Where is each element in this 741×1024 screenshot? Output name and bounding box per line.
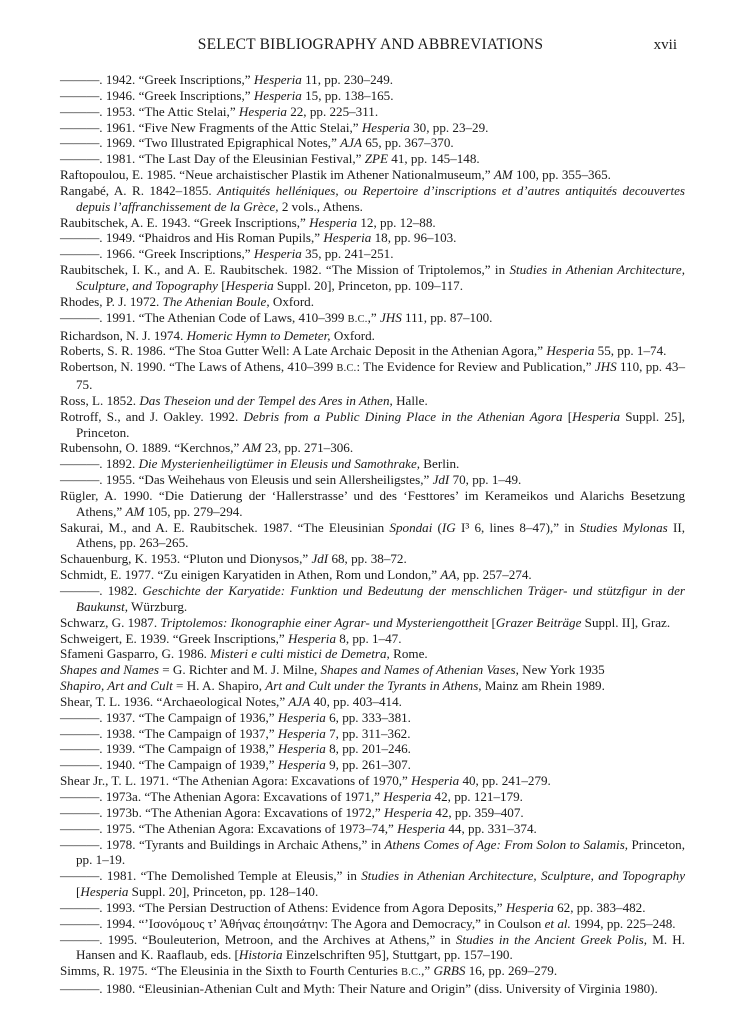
entry-text: New York 1935 [518, 662, 605, 678]
entry-text: Raubitschek, I. K., and A. E. Raubitschek. 1982. “The Mission of Triptolemos,” in [60, 262, 510, 278]
entry-text: 55, pp. 1–74. [594, 343, 667, 359]
entry-text: Suppl. 20], Princeton, pp. 128–140. [128, 884, 319, 900]
italic-title: Art and Cult [107, 678, 173, 694]
italic-title: Hesperia [361, 119, 410, 135]
entry-text: : The Evidence for Review and Publication,” [356, 359, 595, 375]
italic-title: JHS [594, 359, 617, 375]
bibliography-entry [60, 710, 685, 726]
italic-title: Hesperia [411, 773, 460, 789]
entry-text: [ [217, 277, 226, 293]
entry-text: Rangabé, A. R. 1842–1855. [60, 182, 218, 198]
entry-text: ———. 1978. “Tyrants and Buildings in Archaic Athens,” in [60, 836, 385, 852]
running-head: SELECT BIBLIOGRAPHY AND ABBREVIATIONS [197, 36, 544, 53]
entry-text: B.C. [401, 967, 422, 979]
bibliography-entry [60, 310, 685, 328]
entry-text: 2 vols., Athens. [278, 198, 363, 214]
italic-title: The Athenian Boule, [162, 293, 270, 309]
entry-text: ———. 1946. “Greek Inscriptions,” [60, 87, 254, 103]
entry-text: 41, pp. 145–148. [388, 151, 480, 167]
italic-title: Art and Cult under the Tyrants in Athens, [265, 678, 482, 694]
italic-title: Hesperia [277, 757, 326, 773]
bibliography-entry [60, 900, 685, 916]
entry-text: ———. 1937. “The Campaign of 1936,” [60, 709, 278, 725]
entry-text: Rotroff, S., and J. Oakley. 1992. [60, 408, 244, 424]
entry-text: Roberts, S. R. 1986. “The Stoa Gutter Well: A Late Archaic Deposit in the Athenian Agora,” [60, 343, 547, 359]
entry-text: 40, pp. 241–279. [459, 773, 551, 789]
italic-title: Hesperia [546, 343, 595, 359]
entry-text: I³ 6, lines 8–47),” in [455, 519, 580, 535]
entry-text: ———. 1892. [60, 456, 139, 472]
bibliography-entry [60, 104, 685, 120]
italic-title: AM [242, 440, 262, 456]
bibliography-entry [60, 805, 685, 821]
entry-text: ———. 1995. “Bouleuterion, Metroon, and the Archives at Athens,” in [60, 931, 456, 947]
italic-title: Athens Comes of Age: From Solon to Salamis, [384, 836, 629, 852]
page-header [0, 36, 741, 58]
bibliography-entry [60, 567, 685, 583]
italic-title: Hesperia [505, 899, 554, 915]
entry-text: Suppl. 20], Princeton, pp. 109–117. [273, 277, 464, 293]
italic-title: Studies Mylonas [579, 519, 668, 535]
entry-text: Simms, R. 1975. “The Eleusinia in the Sixth to Fourth Centuries [60, 963, 402, 979]
entry-text: Suppl. II], Graz. [581, 614, 671, 630]
entry-text: Shear Jr., T. L. 1971. “The Athenian Agora: Excavations of 1970,” [60, 773, 412, 789]
italic-title: JHS [379, 309, 402, 325]
bibliography-entry [60, 488, 685, 520]
entry-text: Ross, L. 1852. [60, 392, 140, 408]
entry-text: Rubensohn, O. 1889. “Kerchnos,” [60, 440, 243, 456]
italic-title: Hesperia [323, 230, 372, 246]
bibliography-entry [60, 151, 685, 167]
entry-text: 23, pp. 271–306. [261, 440, 354, 456]
bibliography-entry [60, 72, 685, 88]
bibliography-entry [60, 662, 685, 678]
italic-title: AM [493, 167, 513, 183]
entry-text: Schweigert, E. 1939. “Greek Inscriptions,” [60, 630, 288, 646]
entry-text: Sfameni Gasparro, G. 1986. [60, 646, 211, 662]
entry-text: ———. 1938. “The Campaign of 1937,” [60, 725, 278, 741]
entry-text: 70, pp. 1–49. [449, 472, 522, 488]
italic-title: Studies in Athenian Architecture, Sculpture, and Topography [361, 868, 685, 884]
italic-title: Homeric Hymn to Demeter, [186, 327, 331, 343]
italic-title: Grazer Beiträge [495, 614, 582, 630]
italic-title: Shapes and Names [60, 662, 159, 678]
entry-text: 111, pp. 87–100. [401, 309, 493, 325]
italic-title: AA, [440, 567, 460, 583]
bibliography-entry [60, 230, 685, 246]
bibliography-entry [60, 120, 685, 136]
bibliography-entry [60, 440, 685, 456]
entry-text: Rhodes, P. J. 1972. [60, 293, 163, 309]
italic-title: JdI [311, 551, 329, 567]
italic-title: Hesperia [277, 741, 326, 757]
italic-title: Hesperia [253, 246, 302, 262]
entry-text: Oxford. [330, 327, 375, 343]
entry-text: [ [76, 884, 81, 900]
italic-title: et al. [544, 915, 571, 931]
italic-title: Hesperia [277, 709, 326, 725]
bibliography-entry [60, 359, 685, 393]
italic-title: Geschichte der Karyatide: Funktion und Bedeutung der menschlichen Träger- und stützfigur in der Baukunst, [76, 583, 685, 614]
entry-text: 7, pp. 311–362. [325, 725, 411, 741]
entry-text: ———. 1994. “’Ισονόμους τ’ Ἀθήνας ἐποιησάτην: The Agora and Democracy,” in Coulson [60, 915, 545, 931]
entry-text: Halle. [392, 392, 428, 408]
bibliography-list [60, 72, 685, 997]
bibliography-entry [60, 135, 685, 151]
page-number: xvii [653, 37, 677, 53]
entry-text: ———. 1961. “Five New Fragments of the Attic Stelai,” [60, 119, 362, 135]
italic-title: Hesperia [253, 87, 302, 103]
bibliography-entry [60, 262, 685, 294]
bibliography-entry [60, 551, 685, 567]
entry-text: 11, pp. 230–249. [301, 72, 394, 87]
entry-text: Sakurai, M., and A. E. Raubitschek. 1987. “The Eleusinian [60, 519, 390, 535]
entry-text: 62, pp. 383–482. [553, 899, 646, 915]
bibliography-entry [60, 472, 685, 488]
entry-text: ———. 1993. “The Persian Destruction of Athens: Evidence from Agora Deposits,” [60, 899, 506, 915]
bibliography-entry [60, 328, 685, 344]
entry-text: 15, pp. 138–165. [301, 87, 394, 103]
entry-text: ———. 1981. “The Last Day of the Eleusinian Festival,” [60, 151, 365, 167]
entry-text: Schmidt, E. 1977. “Zu einigen Karyatiden in Athen, Rom und London,” [60, 567, 441, 583]
italic-title: Hesperia [238, 103, 287, 119]
entry-text: 18, pp. 96–103. [371, 230, 457, 246]
bibliography-entry [60, 583, 685, 615]
entry-text: = G. Richter and M. J. Milne, [158, 662, 321, 678]
bibliography-entry [60, 981, 685, 997]
bibliography-entry [60, 631, 685, 647]
entry-text: B.C. [347, 313, 368, 325]
italic-title: Hesperia [225, 277, 274, 293]
entry-text: ———. 1980. “Eleusinian-Athenian Cult and Myth: Their Nature and Origin” (diss. University of Virginia 1980). [60, 981, 658, 997]
entry-text: ———. 1973b. “The Athenian Agora: Excavations of 1972,” [60, 804, 384, 820]
italic-title: Hesperia [572, 408, 621, 424]
italic-title: Antiquités helléniques, ou Repertoire d’inscriptions et d’autres antiquités decouvertes depuis l’affranchissement de la Grèce, [76, 182, 685, 214]
entry-text: ———. 1973a. “The Athenian Agora: Excavations of 1971,” [60, 788, 384, 804]
bibliography-entry [60, 615, 685, 631]
bibliography-entry [60, 88, 685, 104]
entry-text: Raftopoulou, E. 1985. “Neue archaistischer Plastik im Athener Nationalmuseum,” [60, 167, 494, 183]
bibliography-entry [60, 821, 685, 837]
italic-title: AJA [340, 135, 362, 151]
entry-text: ———. 1953. “The Attic Stelai,” [60, 103, 239, 119]
entry-text: 68, pp. 38–72. [328, 551, 407, 567]
italic-title: Shapiro, [60, 678, 108, 694]
entry-text: ( [432, 519, 442, 535]
italic-title: ZPE [364, 151, 389, 167]
entry-text: Berlin. [420, 456, 460, 472]
bibliography-entry [60, 868, 685, 900]
entry-text: 12, pp. 12–88. [357, 214, 436, 230]
entry-text: ,” [367, 309, 380, 325]
italic-title: Debris from a Public Dining Place in the Athenian Agora [243, 408, 563, 424]
entry-text: 65, pp. 367–370. [361, 135, 454, 151]
italic-title: Studies in the Ancient Greek Polis, [455, 931, 648, 947]
entry-text: Princeton, pp. 1–19. [76, 836, 685, 868]
italic-title: Historia [238, 947, 283, 963]
italic-title: Hesperia [384, 804, 433, 820]
italic-title: JdI [432, 472, 450, 488]
entry-text: Shear, T. L. 1936. “Archaeological Notes,” [60, 693, 289, 709]
entry-text: II, Athens, pp. 263–265. [76, 519, 685, 551]
entry-text: Rome. [389, 646, 428, 662]
bibliography-entry [60, 520, 685, 552]
bibliography-entry [60, 294, 685, 310]
entry-text: = H. A. Shapiro, [172, 678, 266, 694]
italic-title: Studies in Athenian Architecture, Sculpture, and Topography [76, 262, 685, 293]
entry-text: [ [488, 614, 496, 630]
bibliography-entry [60, 167, 685, 183]
italic-title: Misteri e culti mistici de Demetra, [210, 646, 390, 662]
bibliography-entry [60, 246, 685, 262]
entry-text: 42, pp. 359–407. [432, 804, 524, 820]
entry-text: Würzburg. [128, 598, 188, 614]
bibliography-entry [60, 916, 685, 932]
entry-text: Rügler, A. 1990. “Die Datierung der ‘Hallerstrasse’ und des ‘Festtores’ im Kerameikos und Alarichs Besetzung Athens,” [60, 487, 685, 519]
entry-text: Einzelschriften 95], Stuttgart, pp. 157–190. [282, 947, 513, 963]
entry-text: ———. 1975. “The Athenian Agora: Excavations of 1973–74,” [60, 820, 398, 836]
entry-text: 8, pp. 201–246. [325, 741, 411, 757]
bibliography-entry [60, 789, 685, 805]
entry-text: Schauenburg, K. 1953. “Pluton und Dionysos,” [60, 551, 312, 567]
entry-text: ———. 1969. “Two Illustrated Epigraphical Notes,” [60, 135, 341, 151]
entry-text: Suppl. 25], Princeton. [76, 408, 686, 440]
bibliography-entry [60, 694, 685, 710]
entry-text: 1994, pp. 225–248. [570, 915, 676, 931]
italic-title: AJA [288, 693, 311, 709]
italic-title: Das Theseion und der Tempel des Ares in Athen, [139, 392, 393, 408]
entry-text: ,” [421, 963, 434, 979]
bibliography-entry [60, 646, 685, 662]
entry-text: Oxford. [269, 293, 315, 309]
entry-text: Schwarz, G. 1987. [60, 614, 161, 630]
entry-text: 35, pp. 241–251. [301, 246, 394, 262]
bibliography-entry [60, 456, 685, 472]
italic-title: AM [125, 503, 145, 519]
bibliography-entry [60, 726, 685, 742]
entry-text: 8, pp. 1–47. [336, 630, 402, 646]
entry-text: ———. 1942. “Greek Inscriptions,” [60, 72, 254, 87]
entry-text: 16, pp. 269–279. [465, 963, 558, 979]
bibliography-entry [60, 215, 685, 231]
entry-text: 22, pp. 225–311. [286, 103, 379, 119]
italic-title: GRBS [433, 963, 466, 979]
bibliography-entry [60, 741, 685, 757]
bibliography-entry [60, 932, 685, 964]
italic-title: Hesperia [80, 884, 129, 900]
bibliography-entry [60, 183, 685, 215]
entry-text: Richardson, N. J. 1974. [60, 327, 187, 343]
bibliography-entry [60, 963, 685, 981]
entry-text: 6, pp. 333–381. [325, 709, 411, 725]
italic-title: Spondai [389, 519, 433, 535]
entry-text: ———. 1991. “The Athenian Code of Laws, 410–399 [60, 309, 348, 325]
entry-text: ———. 1966. “Greek Inscriptions,” [60, 246, 254, 262]
entry-text: 42, pp. 121–179. [431, 788, 523, 804]
bibliography-entry [60, 757, 685, 773]
entry-text: 9, pp. 261–307. [325, 757, 411, 773]
entry-text: Raubitschek, A. E. 1943. “Greek Inscriptions,” [60, 214, 310, 230]
bibliography-entry [60, 837, 685, 869]
entry-text: Mainz am Rhein 1989. [481, 678, 605, 694]
italic-title: Shapes and Names of Athenian Vases, [320, 662, 519, 678]
italic-title: IG [441, 519, 456, 535]
entry-text: ———. 1939. “The Campaign of 1938,” [60, 741, 278, 757]
italic-title: Hesperia [309, 214, 358, 230]
bibliography-entry [60, 393, 685, 409]
entry-text: 105, pp. 279–294. [144, 503, 243, 519]
entry-text: ———. 1949. “Phaidros and His Roman Pupils,” [60, 230, 324, 246]
entry-text: ———. 1955. “Das Weihehaus von Eleusis und sein Allersheiligstes,” [60, 472, 433, 488]
bibliography-entry [60, 773, 685, 789]
entry-text: M. H. Hansen and K. Raaflaub, eds. [ [76, 931, 685, 963]
italic-title: Triptolemos: Ikonographie einer Agrar- und Mysteriengottheit [160, 614, 489, 630]
entry-text: ———. 1940. “The Campaign of 1939,” [60, 757, 278, 773]
bibliography-entry [60, 678, 685, 694]
bibliography-entry [60, 409, 685, 441]
italic-title: Hesperia [253, 72, 302, 87]
entry-text: B.C. [336, 363, 357, 375]
entry-text: 110, pp. 43–75. [76, 359, 685, 393]
entry-text: 100, pp. 355–365. [512, 167, 611, 183]
entry-text: 30, pp. 23–29. [409, 119, 489, 135]
italic-title: Hesperia [383, 788, 432, 804]
entry-text: 40, pp. 403–414. [310, 693, 402, 709]
italic-title: Hesperia [287, 630, 336, 646]
entry-text: ———. 1981. “The Demolished Temple at Eleusis,” in [60, 868, 362, 884]
entry-text: [ [562, 408, 573, 424]
bibliography-entry [60, 343, 685, 359]
italic-title: Die Mysterienheiligtümer in Eleusis und Samothrake, [138, 456, 421, 472]
italic-title: Hesperia [397, 820, 446, 836]
italic-title: Hesperia [277, 725, 326, 741]
entry-text: pp. 257–274. [459, 567, 532, 583]
entry-text: Robertson, N. 1990. “The Laws of Athens, 410–399 [60, 359, 337, 375]
entry-text: ———. 1982. [60, 583, 143, 598]
entry-text: 44, pp. 331–374. [445, 820, 537, 836]
